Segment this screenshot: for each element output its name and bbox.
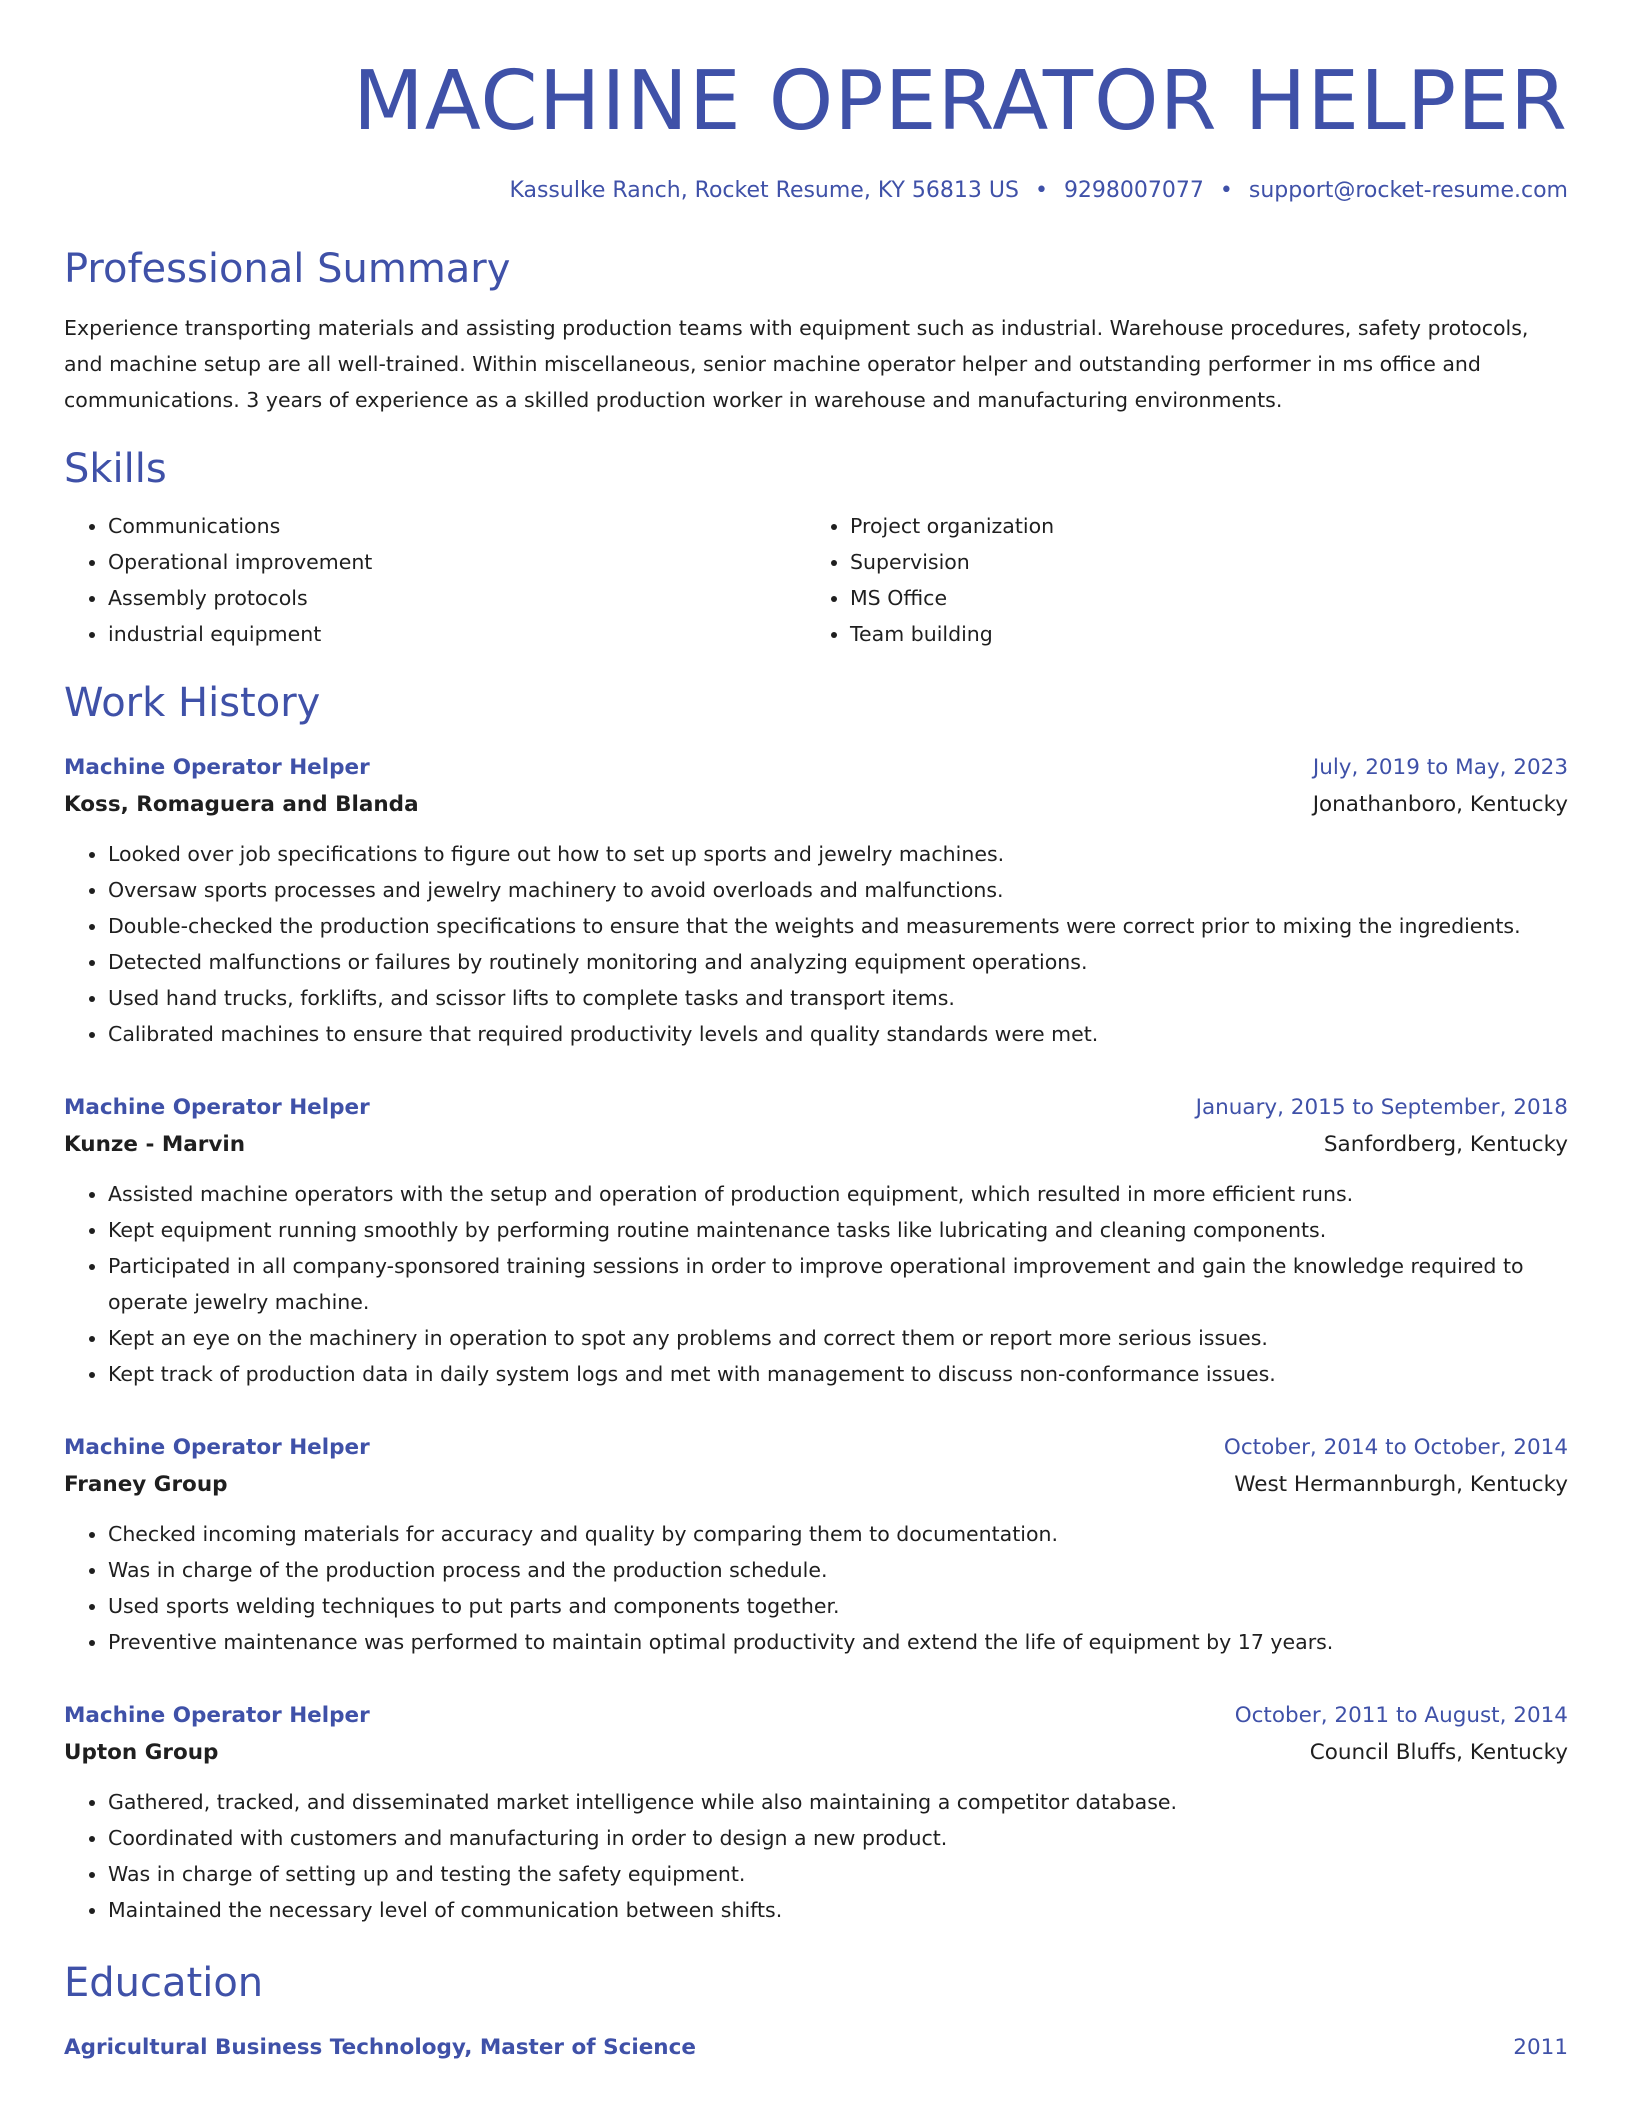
job-company: Koss, Romaguera and Blanda [64, 792, 419, 817]
job-bullets [64, 836, 1568, 1052]
job-bullet: • Checked incoming materials for accuracy and quality by comparing them to documentation. [108, 1516, 1568, 1552]
job-bullets [64, 1176, 1568, 1392]
job-bullet: • Double-checked the production specifications to ensure that the weights and measurements were correct prior to mixing the ingredients. [108, 908, 1568, 944]
job-location: Sanfordberg, Kentucky [1323, 1132, 1568, 1157]
job-bullet: • Kept an eye on the machinery in operation to spot any problems and correct them or report more serious issues. [108, 1320, 1568, 1356]
job-bullet: • Looked over job specifications to figure out how to set up sports and jewelry machines. [108, 836, 1568, 872]
job-bullet: • Maintained the necessary level of communication between shifts. [108, 1892, 1568, 1928]
job-bullet: • Preventive maintenance was performed to maintain optimal productivity and extend the life of equipment by 17 years. [108, 1624, 1568, 1660]
job-title: Machine Operator Helper [64, 1703, 370, 1728]
education-degree: Agricultural Business Technology, Master of Science [64, 2035, 696, 2060]
job-bullet: • Participated in all company-sponsored training sessions in order to improve operational improvement and gain the knowledge required to operate jewelry machine. [108, 1248, 1568, 1320]
job-bullet: • Oversaw sports processes and jewelry machinery to avoid overloads and malfunctions. [108, 872, 1568, 908]
contact-address: Kassulke Ranch, Rocket Resume, KY 56813 US [509, 178, 1019, 203]
job-dates: October, 2011 to August, 2014 [1234, 1703, 1568, 1728]
section-title-work-history: Work History [64, 680, 321, 726]
skills-column-left [64, 508, 806, 652]
job-entry [64, 750, 1568, 1052]
skill-item: • Team building [850, 616, 1548, 652]
job-company: Franey Group [64, 1472, 228, 1497]
skill-item: • MS Office [850, 580, 1548, 616]
job-dates: July, 2019 to May, 2023 [1312, 755, 1568, 780]
job-bullet: • Used sports welding techniques to put parts and components together. [108, 1588, 1568, 1624]
section-title-skills: Skills [64, 446, 167, 492]
section-title-education: Education [64, 1960, 264, 2006]
job-bullet: • Kept track of production data in daily system logs and met with management to discuss non-conformance issues. [108, 1356, 1568, 1392]
contact-line [64, 176, 1568, 206]
contact-separator: • [1034, 178, 1048, 203]
job-entry [64, 1430, 1568, 1660]
job-bullet: • Assisted machine operators with the setup and operation of production equipment, which resulted in more efficient runs. [108, 1176, 1568, 1212]
job-bullet: • Gathered, tracked, and disseminated market intelligence while also maintaining a competitor database. [108, 1784, 1568, 1820]
job-company: Upton Group [64, 1740, 219, 1765]
skill-item: • Assembly protocols [108, 580, 806, 616]
skill-item: • Supervision [850, 544, 1548, 580]
job-entry [64, 1090, 1568, 1392]
job-bullet: • Detected malfunctions or failures by routinely monitoring and analyzing equipment operations. [108, 944, 1568, 980]
job-location: West Hermannburgh, Kentucky [1234, 1472, 1568, 1497]
job-location: Council Bluffs, Kentucky [1309, 1740, 1568, 1765]
contact-phone: 9298007077 [1063, 178, 1204, 203]
job-bullet: • Was in charge of the production process and the production schedule. [108, 1552, 1568, 1588]
skill-item: • Operational improvement [108, 544, 806, 580]
resume-page [64, 0, 1568, 2066]
job-company: Kunze - Marvin [64, 1132, 246, 1157]
skill-item: • industrial equipment [108, 616, 806, 652]
summary-text: Experience transporting materials and assisting production teams with equipment such as industrial. Warehouse procedures, safety protocols, and machine setup are all well-trained. Within miscellaneous, senior machine operator helper and outstanding performer in ms office and communications. 3 years of experience as a skilled production worker in warehouse and manufacturing environments. [64, 316, 1529, 412]
job-location: Jonathanboro, Kentucky [1312, 792, 1568, 817]
job-dates: October, 2014 to October, 2014 [1223, 1435, 1568, 1460]
job-bullet: • Calibrated machines to ensure that required productivity levels and quality standards were met. [108, 1016, 1568, 1052]
contact-separator: • [1219, 178, 1233, 203]
job-bullets [64, 1784, 1568, 1928]
job-title: Machine Operator Helper [64, 1095, 370, 1120]
skills-list [64, 508, 1568, 652]
job-bullet: • Used hand trucks, forklifts, and scissor lifts to complete tasks and transport items. [108, 980, 1568, 1016]
job-dates: January, 2015 to September, 2018 [1195, 1095, 1568, 1120]
skill-item: • Communications [108, 508, 806, 544]
job-title: Machine Operator Helper [64, 1435, 370, 1460]
skills-column-right [806, 508, 1548, 652]
candidate-name: MACHINE OPERATOR HELPER [353, 54, 1568, 149]
job-title: Machine Operator Helper [64, 755, 370, 780]
job-entry [64, 1698, 1568, 1928]
job-bullet: • Kept equipment running smoothly by performing routine maintenance tasks like lubricating and cleaning components. [108, 1212, 1568, 1248]
education-entry [64, 2030, 1568, 2066]
skill-item: • Project organization [850, 508, 1548, 544]
education-year: 2011 [1513, 2035, 1568, 2060]
contact-email: support@rocket-resume.com [1248, 178, 1568, 203]
job-bullet: • Coordinated with customers and manufacturing in order to design a new product. [108, 1820, 1568, 1856]
job-bullet: • Was in charge of setting up and testing the safety equipment. [108, 1856, 1568, 1892]
job-bullets [64, 1516, 1568, 1660]
section-title-summary: Professional Summary [64, 246, 511, 292]
